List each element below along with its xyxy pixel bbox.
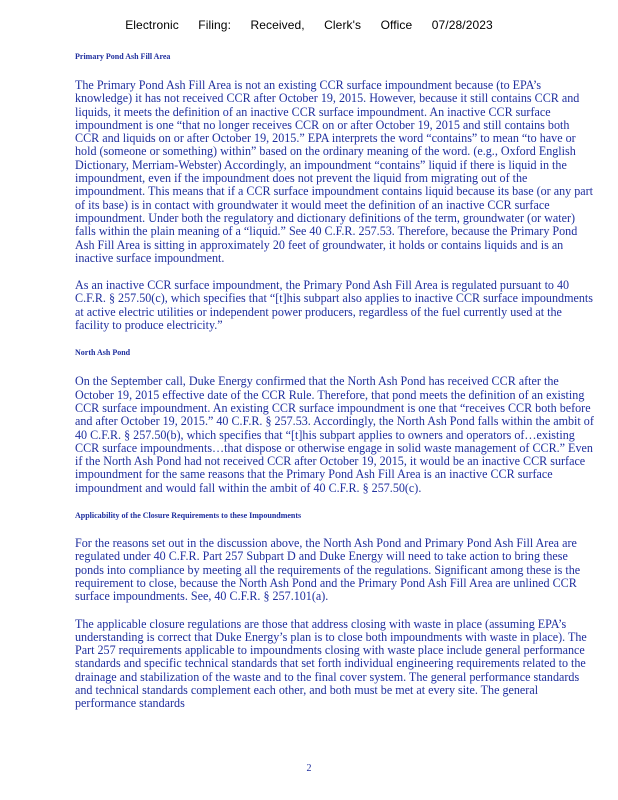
paragraph: The applicable closure regulations are those that address closing with waste in place (assuming EPA’s understanding is correct that Duke Energy’s plan is to close both impoundments with waste in place). The Part 257 requirements applicable to impoundments closing with waste place include general performance standards and specific technical standards that set forth individual engineering requirements related to the drainage and stabilization of the waste and to the final cover system. The general performance standards and technical standards complement each other, and both must be met at every site. The general performance standards xyxy=(75,616,587,711)
section-heading-primary-pond: Primary Pond Ash Fill Area xyxy=(75,52,171,61)
filing-header: Electronic Filing: Received, Clerk's Office 07/28/2023 xyxy=(125,18,493,32)
paragraph: As an inactive CCR surface impoundment, the Primary Pond Ash Fill Area is regulated pursuant to 40 C.F.R. § 257.50(c), which specifies that “[t]his subpart also applies to inactive CCR surface impoundments at active electric utilities or independent power producers, regardless of the fuel currently used at the facility to produce electricity.” xyxy=(75,278,593,333)
paragraph: On the September call, Duke Energy confirmed that the North Ash Pond has received CCR after the October 19, 2015 effective date of the CCR Rule. Therefore, that pond meets the definition of an existing CCR surface impoundment. An existing CCR surface impoundment is one that “receives CCR both before and after October 19, 2015.” 40 C.F.R. § 257.53. Accordingly, the North Ash Pond falls within the ambit of 40 C.F.R. § 257.50(b), which specifies that “[t]his subpart applies to owners and operators of…existing CCR surface impoundments…that dispose or otherwise engage in solid waste management of CCR.” Even if the North Ash Pond had not received CCR after October 19, 2015, it would be an inactive CCR surface impoundment for the same reasons that the Primary Pond Ash Fill Area is an inactive CCR surface impoundment and would fall within the ambit of 40 C.F.R. § 257.50(c). xyxy=(75,374,594,495)
document-body xyxy=(75,52,595,711)
paragraph: For the reasons set out in the discussion above, the North Ash Pond and Primary Pond Ash Fill Area are regulated under 40 C.F.R. Part 257 Subpart D and Duke Energy will need to take action to bring these ponds into compliance by meeting all the requirements of the regulations. Significant among these is the requirement to close, because the North Ash Pond and the Primary Pond Ash Fill Area are unlined CCR surface impoundments. See, 40 C.F.R. § 257.101(a). xyxy=(75,536,581,604)
paragraph: The Primary Pond Ash Fill Area is not an existing CCR surface impoundment because (to EPA’s knowledge) it has not received CCR after October 19, 2015. However, because it still contains CCR and liquids, it meets the definition of an inactive CCR surface impoundment. An inactive CCR surface impoundment is one “that no longer receives CCR on or after October 19, 2015 and still contains both CCR and liquids on or after October 19, 2015.” EPA interprets the word “contains” to mean “to have or hold (someone or something) within” based on the ordinary meaning of the word. (e.g., Oxford English Dictionary, Merriam-Webster) Accordingly, an impoundment “contains” liquid if there is liquid in the impoundment, even if the impoundment does not prevent the liquid from migrating out of the impoundment. This means that if a CCR surface impoundment contains liquid because its base (or any part of its base) is in contact with groundwater it would meet the definition of an inactive CCR surface impoundment. Under both the regulatory and dictionary definitions of the term, groundwater (or water) falls within the plain meaning of a “liquid.” See 40 C.F.R. 257.53. Therefore, because the Primary Pond Ash Fill Area is sitting in approximately 20 feet of groundwater, it holds or contains liquids and is an inactive surface impoundment. xyxy=(75,78,594,265)
section-heading-north-ash-pond: North Ash Pond xyxy=(75,348,131,358)
page-number: 2 xyxy=(306,763,312,774)
section-heading-closure-applicability: Applicability of the Closure Requirements to these Impoundments xyxy=(75,511,302,521)
